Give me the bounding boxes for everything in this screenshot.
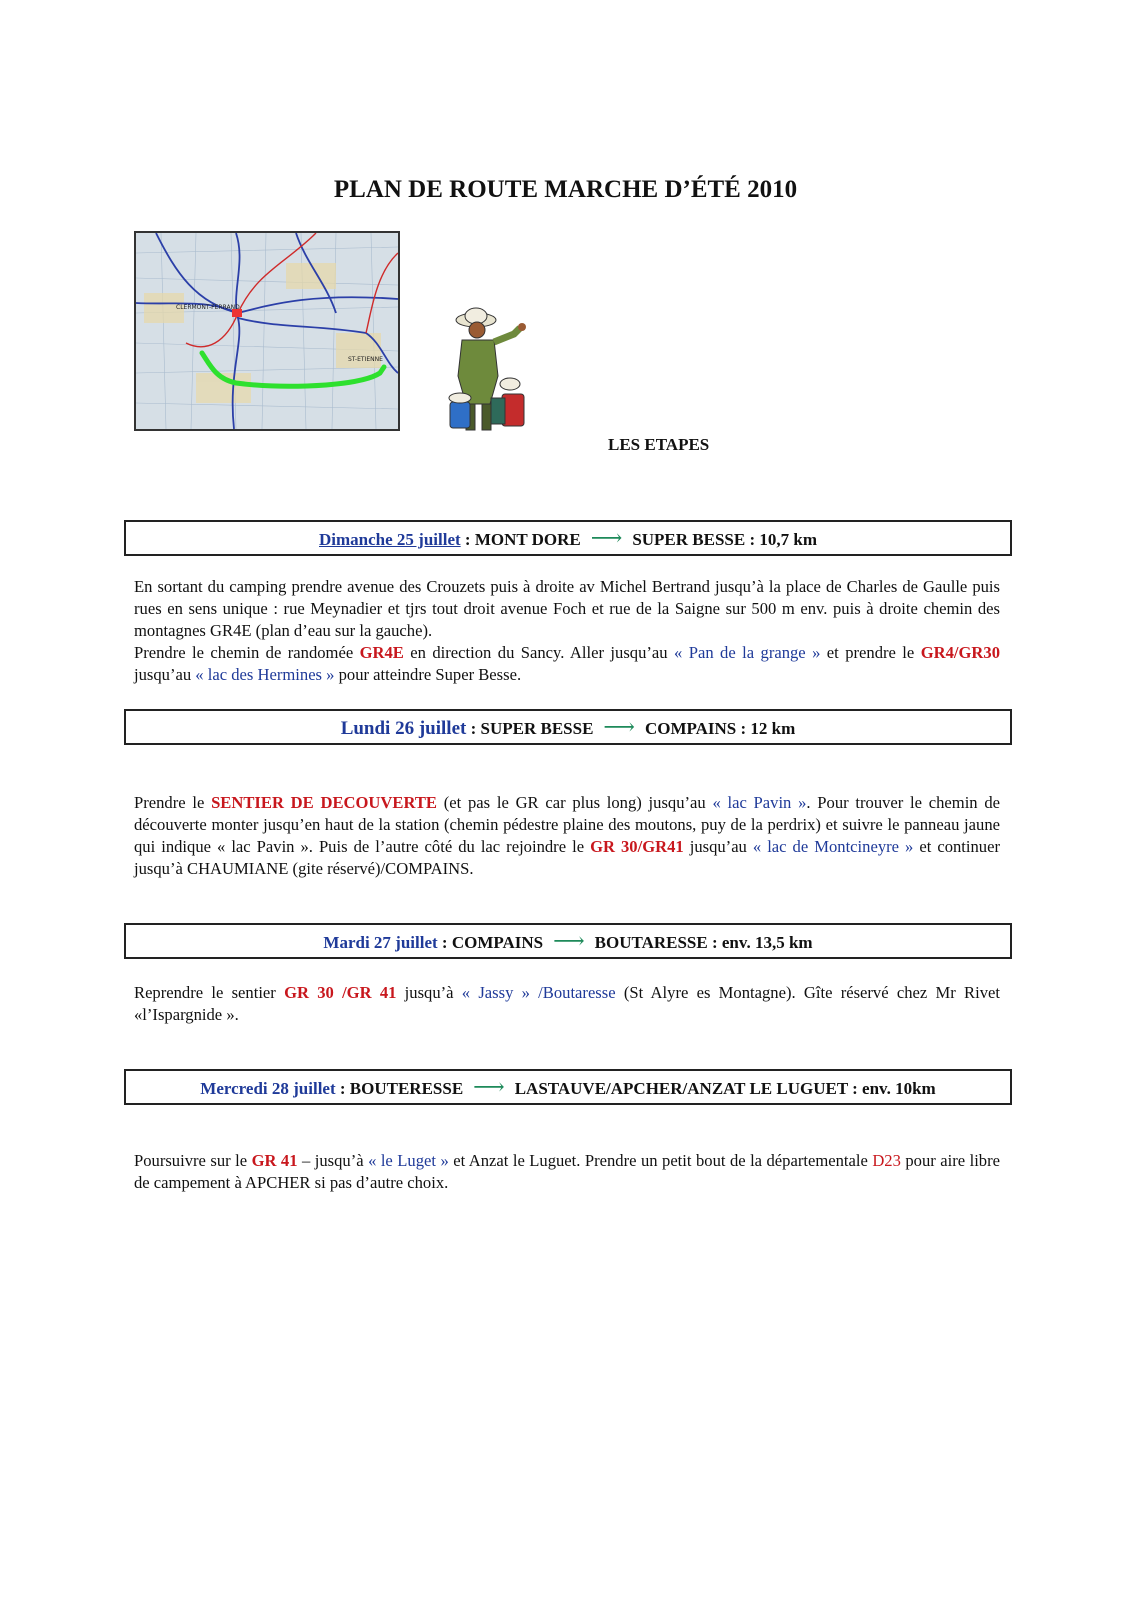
arrow-icon: ⟶ — [473, 1074, 505, 1099]
text-segment: (et pas le GR car plus long) jusqu’au — [437, 793, 713, 812]
stage-header-4 — [124, 1069, 1012, 1105]
trail-highlight: SENTIER DE DECOUVERTE — [211, 793, 437, 812]
map-illustration — [136, 233, 398, 429]
text-segment: et Anzat le Luguet. Prendre un petit bout de la départementale — [448, 1151, 873, 1170]
stage-destination: SUPER BESSE : 10,7 km — [632, 530, 817, 549]
text-segment: Prendre le chemin de randomée — [134, 643, 360, 662]
stage-day-link[interactable]: Dimanche 25 juillet — [319, 530, 461, 549]
place-name: « lac des Hermines » — [195, 665, 335, 684]
place-name: « Jassy » /Boutaresse — [461, 983, 616, 1002]
text-segment: (St Alyre es Montagne). Gîte réservé chez Mr Rivet «l’Ispargnide ». — [134, 983, 1000, 1024]
text-segment: Reprendre le sentier — [134, 983, 285, 1002]
trail-code: GR4E — [359, 643, 404, 662]
text-segment: jusqu’au — [134, 665, 196, 684]
text-segment: En sortant du camping prendre avenue des Crouzets puis à droite av Michel Bertrand jusqu’à la place de Charles de Gaulle puis rues en sens unique : rue Meynadier et tjrs tout droit avenue Foch et rue de la Saigne sur 500 m env. puis à droite chemin des montagnes GR4E (plan d’eau sur la gauche). — [134, 577, 1000, 640]
map-label-st-etienne: ST-ETIENNE — [348, 356, 383, 363]
stage-day: Lundi 26 juillet — [340, 718, 467, 739]
text-segment: et prendre le — [820, 643, 921, 662]
stage-header-3 — [124, 923, 1012, 959]
text-segment: en direction du Sancy. Aller jusqu’au — [403, 643, 675, 662]
place-name: « lac de Montcineyre » — [752, 837, 914, 856]
page-title: PLAN DE ROUTE MARCHE D’ÉTÉ 2010 — [333, 176, 798, 203]
text-segment: Poursuivre sur le — [134, 1151, 252, 1170]
etapes-heading: LES ETAPES — [608, 435, 710, 454]
stage-day: Mardi 27 juillet — [323, 933, 438, 952]
trail-code: GR 30/GR41 — [590, 837, 684, 856]
arrow-icon: ⟶ — [603, 714, 635, 739]
trail-code: GR4/GR30 — [920, 643, 1000, 662]
stage-description-1 — [134, 576, 1000, 686]
route-map-image — [134, 231, 400, 431]
stage-destination: COMPAINS : 12 km — [644, 719, 796, 738]
text-segment: Prendre le — [134, 793, 212, 812]
stage-destination: LASTAUVE/APCHER/ANZAT LE LUGUET : env. 10km — [514, 1079, 936, 1098]
text-segment: jusqu’à — [396, 983, 462, 1002]
map-label-clermont: CLERMONT-FERRAND — [176, 304, 240, 311]
arrow-icon: ⟶ — [553, 928, 585, 953]
text-segment: – jusqu’à — [297, 1151, 369, 1170]
stage-destination: BOUTARESSE : env. 13,5 km — [594, 933, 813, 952]
stage-description-3 — [134, 982, 1000, 1026]
stage-route: : MONT DORE — [460, 530, 581, 549]
trail-code: GR 41 — [251, 1151, 298, 1170]
arrow-icon: ⟶ — [590, 525, 623, 550]
text-segment: pour aire libre de campement à APCHER si pas d’autre choix. — [134, 1151, 1000, 1192]
place-name: « Pan de la grange » — [674, 643, 821, 662]
place-name: « le Luget » — [368, 1151, 449, 1170]
text-segment: pour atteindre Super Besse. — [334, 665, 522, 684]
road-code: D23 — [872, 1151, 901, 1170]
place-name: « lac Pavin » — [712, 793, 807, 812]
stage-day: Mercredi 28 juillet — [200, 1079, 336, 1098]
stage-route: : COMPAINS — [437, 933, 544, 952]
text-segment: et continuer jusqu’à CHAUMIANE (gite réservé)/COMPAINS. — [134, 837, 1000, 878]
text-segment: jusqu’au — [683, 837, 753, 856]
trail-code: GR 30 /GR 41 — [284, 983, 397, 1002]
stage-route: : SUPER BESSE — [466, 719, 594, 738]
stage-header-1 — [124, 520, 1012, 556]
stage-description-4 — [134, 1150, 1000, 1194]
hiker-illustration — [444, 306, 540, 436]
stage-description-2 — [134, 792, 1000, 880]
stage-header-2 — [124, 709, 1012, 745]
stage-route: : BOUTERESSE — [335, 1079, 464, 1098]
text-segment: . Pour trouver le chemin de découverte monter jusqu’en haut de la station (chemin pédestre plaine des moutons, puy de la perdrix) et suivre le panneau jaune qui indique « lac Pavin ». Puis de l’autre côté du lac rejoindre le — [134, 793, 1001, 856]
